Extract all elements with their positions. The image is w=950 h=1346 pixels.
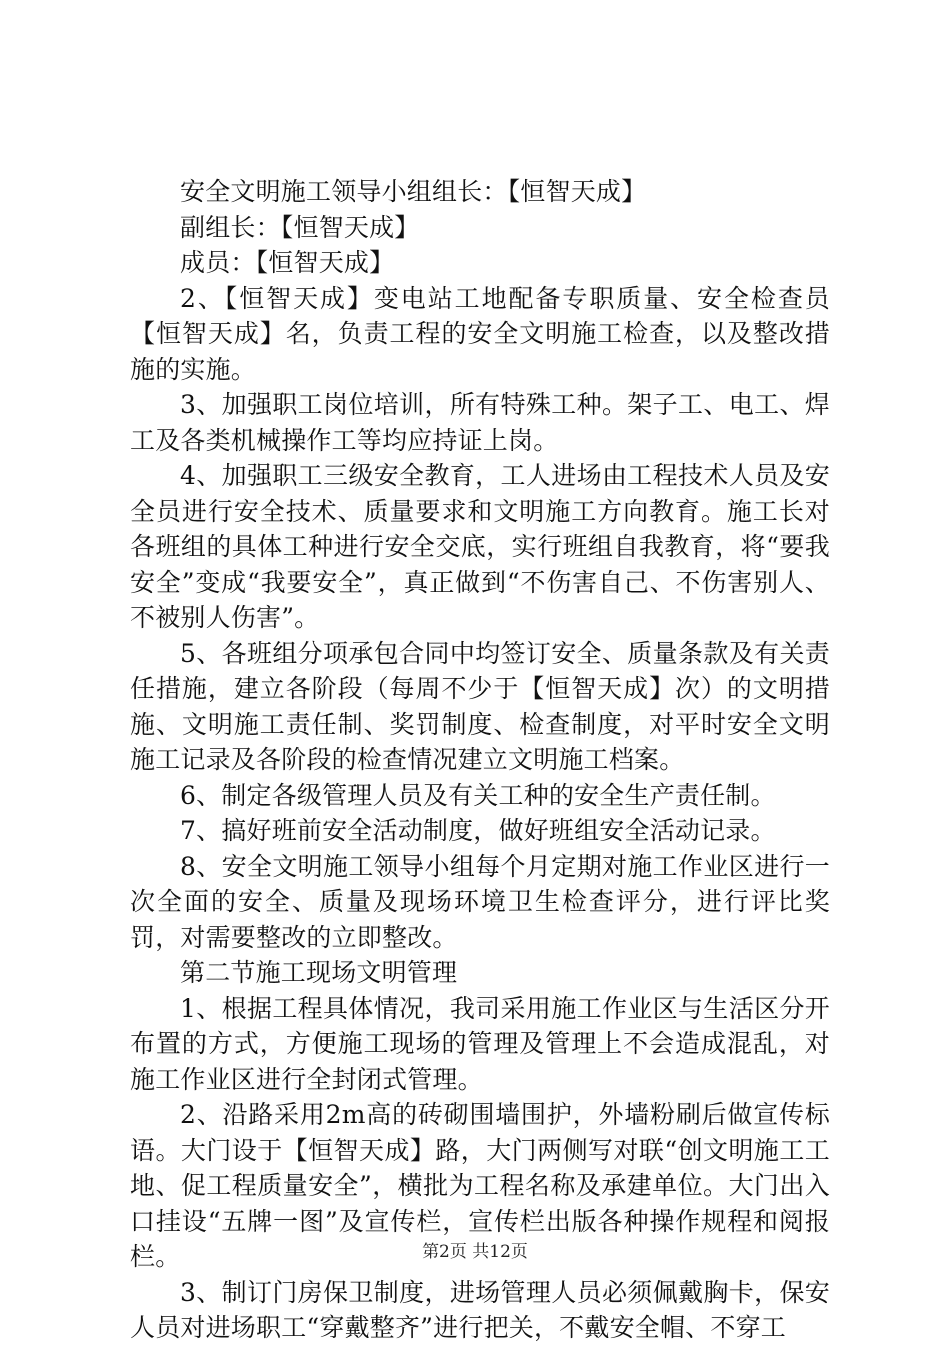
paragraph-item-4: 4、加强职工三级安全教育，工人进场由工程技术人员及安全员进行安全技术、质量要求和文明施工方向教育。施工长对各班组的具体工种进行安全交底，实行班组自我教育，将“要我安全”变成“我要安全”，真正做到“不伤害自己、不伤害别人、不被别人伤害”。	[130, 461, 830, 632]
paragraph-item-3: 3、加强职工岗位培训，所有特殊工种。架子工、电工、焊工及各类机械操作工等均应持证上岗。	[130, 390, 830, 455]
paragraph-item-7: 7、搞好班前安全活动制度，做好班组安全活动记录。	[180, 816, 776, 845]
paragraph-item-5: 5、各班组分项承包合同中均签订安全、质量条款及有关责任措施，建立各阶段（每周不少于【恒智天成】次）的文明措施、文明施工责任制、奖罚制度、检查制度，对平时安全文明施工记录及各阶段的检查情况建立文明施工档案。	[130, 638, 830, 774]
paragraph-section-item-3: 3、制订门房保卫制度，进场管理人员必须佩戴胸卡，保安人员对进场职工“穿戴整齐”进行把关，不戴安全帽、不穿工	[130, 1277, 830, 1342]
paragraph-item-2: 2、【恒智天成】变电站工地配备专职质量、安全检查员【恒智天成】名，负责工程的安全文明施工检查，以及整改措施的实施。	[130, 283, 830, 384]
paragraph-section-item-2: 2、沿路采用2m高的砖砌围墙围护，外墙粉刷后做宣传标语。大门设于【恒智天成】路，大门两侧写对联“创文明施工工地、促工程质量安全”，横批为工程名称及承建单位。大门出入口挂设“五牌一图”及宣传栏，宣传栏出版各种操作规程和阅报栏。	[130, 1100, 830, 1271]
paragraph-item-6: 6、制定各级管理人员及有关工种的安全生产责任制。	[180, 780, 776, 810]
page-number-label: 第2页 共12页	[422, 1242, 528, 1262]
paragraph-leader: 安全文明施工领导小组组长：【恒智天成】	[180, 177, 647, 206]
paragraph-deputy: 副组长：【恒智天成】	[180, 212, 420, 242]
paragraph-item-8: 8、安全文明施工领导小组每个月定期对施工作业区进行一次全面的安全、质量及现场环境卫生检查评分，进行评比奖罚，对需要整改的立即整改。	[130, 851, 830, 952]
paragraph-members: 成员：【恒智天成】	[180, 248, 395, 277]
section-heading: 第二节施工现场文明管理	[180, 958, 458, 987]
document-body	[130, 174, 830, 1346]
page-footer	[0, 1240, 950, 1264]
paragraph-section-item-1: 1、根据工程具体情况，我司采用施工作业区与生活区分开布置的方式，方便施工现场的管理及管理上不会造成混乱，对施工作业区进行全封闭式管理。	[130, 993, 830, 1094]
